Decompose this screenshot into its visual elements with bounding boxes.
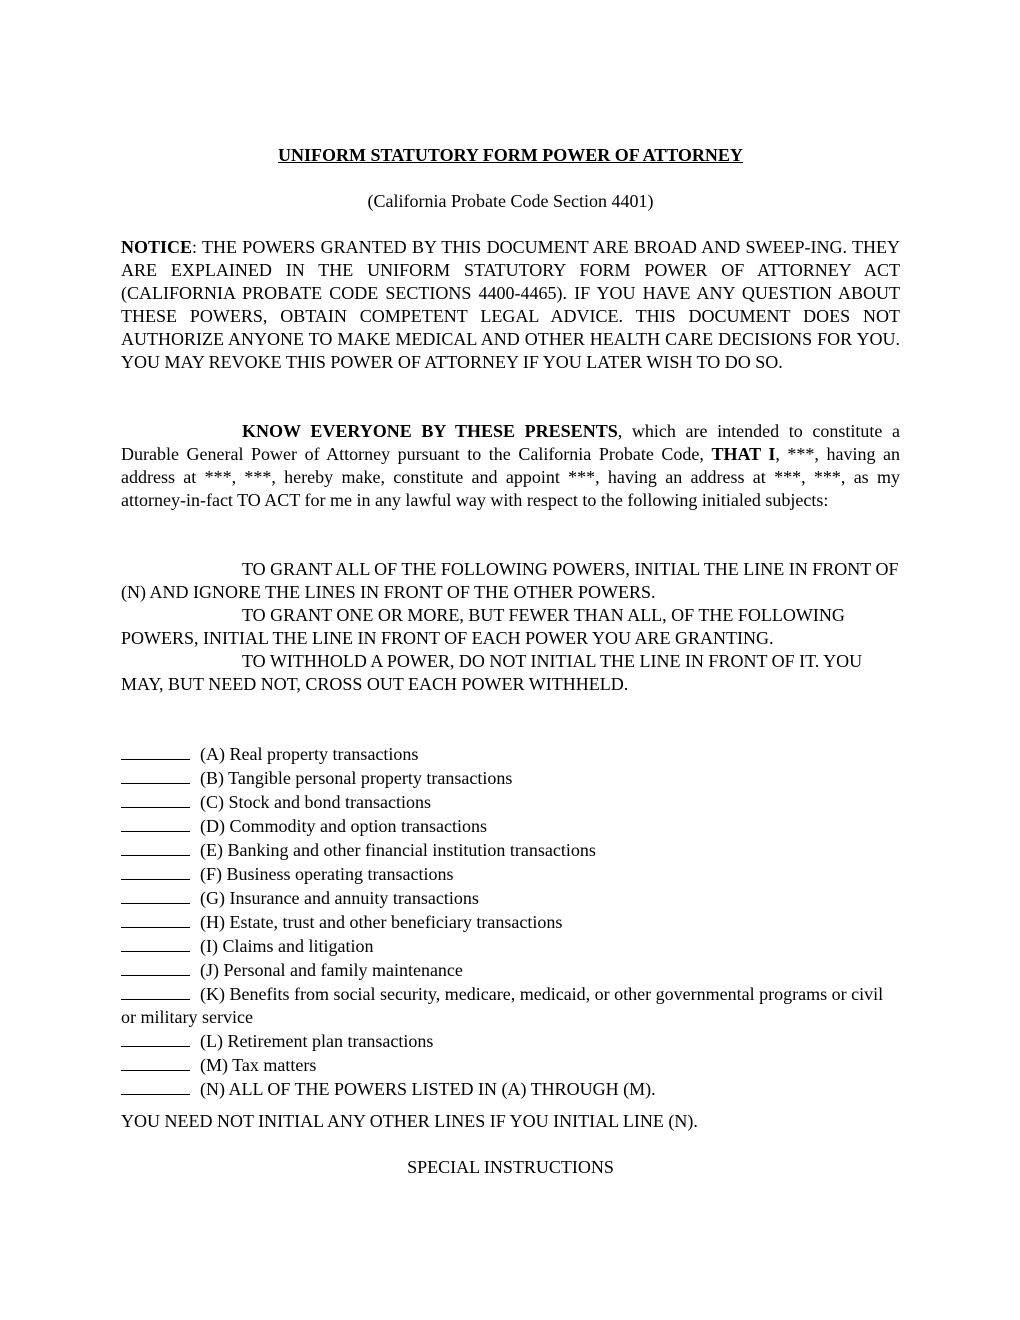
know-paragraph	[121, 420, 900, 512]
initial-line[interactable]	[121, 742, 190, 760]
power-item: (G) Insurance and annuity transactions	[121, 886, 900, 910]
power-item: (J) Personal and family maintenance	[121, 958, 900, 982]
power-item: (D) Commodity and option transactions	[121, 814, 900, 838]
know-that: THAT I	[711, 444, 776, 464]
initial-line[interactable]	[121, 862, 190, 880]
instruction-item: TO GRANT ALL OF THE FOLLOWING POWERS, INITIAL THE LINE IN FRONT OF (N) AND IGNORE THE LINES IN FRONT OF THE OTHER POWERS.	[121, 559, 899, 602]
need-not-note: YOU NEED NOT INITIAL ANY OTHER LINES IF YOU INITIAL LINE (N).	[121, 1111, 698, 1131]
initial-line[interactable]	[121, 814, 190, 832]
power-item: (F) Business operating transactions	[121, 862, 900, 886]
instruction-item: TO GRANT ONE OR MORE, BUT FEWER THAN ALL, OF THE FOLLOWING POWERS, INITIAL THE LINE IN FRONT OF EACH POWER YOU ARE GRANTING.	[121, 605, 845, 648]
initial-line[interactable]	[121, 1077, 190, 1095]
initial-line[interactable]	[121, 910, 190, 928]
initial-line[interactable]	[121, 1053, 190, 1071]
power-item: (E) Banking and other financial institution transactions	[121, 838, 900, 862]
power-item: (N) ALL OF THE POWERS LISTED IN (A) THROUGH (M).	[121, 1077, 900, 1101]
power-item: (L) Retirement plan transactions	[121, 1029, 900, 1053]
power-item: (B) Tangible personal property transactions	[121, 766, 900, 790]
initial-line[interactable]	[121, 766, 190, 784]
power-item: (M) Tax matters	[121, 1053, 900, 1077]
initial-line[interactable]	[121, 982, 190, 1000]
initial-line[interactable]	[121, 934, 190, 952]
notice-label: NOTICE	[121, 237, 193, 257]
know-text-1: , which are intended to constitute a Durable General Power of Attorney pursuant to the California Probate Code,	[121, 421, 901, 464]
document-subtitle: (California Probate Code Section 4401)	[367, 191, 654, 211]
initial-line[interactable]	[121, 790, 190, 808]
know-text-2: , ***, having an address at ***, ***, hereby make, constitute and appoint ***, having an address at ***, ***, as my attorney-in-fact TO ACT for me in any lawful way with respect to the following initialed subjects:	[121, 444, 900, 510]
powers-list	[121, 742, 900, 1101]
power-item: (I) Claims and litigation	[121, 934, 900, 958]
power-item: (K) Benefits from social security, medicare, medicaid, or other governmental programs or civil or military service	[121, 984, 884, 1027]
instructions	[121, 558, 900, 696]
power-item: (C) Stock and bond transactions	[121, 790, 900, 814]
notice-paragraph	[121, 236, 900, 374]
instruction-item: TO WITHHOLD A POWER, DO NOT INITIAL THE LINE IN FRONT OF IT. YOU MAY, BUT NEED NOT, CROSS OUT EACH POWER WITHHELD.	[121, 651, 863, 694]
power-item: (A) Real property transactions	[121, 742, 900, 766]
initial-line[interactable]	[121, 886, 190, 904]
initial-line[interactable]	[121, 838, 190, 856]
power-item: (H) Estate, trust and other beneficiary transactions	[121, 910, 900, 934]
document-title: UNIFORM STATUTORY FORM POWER OF ATTORNEY	[278, 145, 743, 165]
special-instructions-heading: SPECIAL INSTRUCTIONS	[407, 1157, 614, 1177]
notice-text: : THE POWERS GRANTED BY THIS DOCUMENT ARE BROAD AND SWEEP-ING. THEY ARE EXPLAINED IN THE UNIFORM STATUTORY FORM POWER OF ATTORNEY ACT (CALIFORNIA PROBATE CODE SECTIONS 4400-4465). IF YOU HAVE ANY QUESTION ABOUT THESE POWERS, OBTAIN COMPETENT LEGAL ADVICE. THIS DOCUMENT DOES NOT AUTHORIZE ANYONE TO MAKE MEDICAL AND OTHER HEALTH CARE DECISIONS FOR YOU. YOU MAY REVOKE THIS POWER OF ATTORNEY IF YOU LATER WISH TO DO SO.	[121, 237, 900, 372]
initial-line[interactable]	[121, 1029, 190, 1047]
initial-line[interactable]	[121, 958, 190, 976]
know-lead: KNOW EVERYONE BY THESE PRESENTS	[242, 421, 618, 441]
